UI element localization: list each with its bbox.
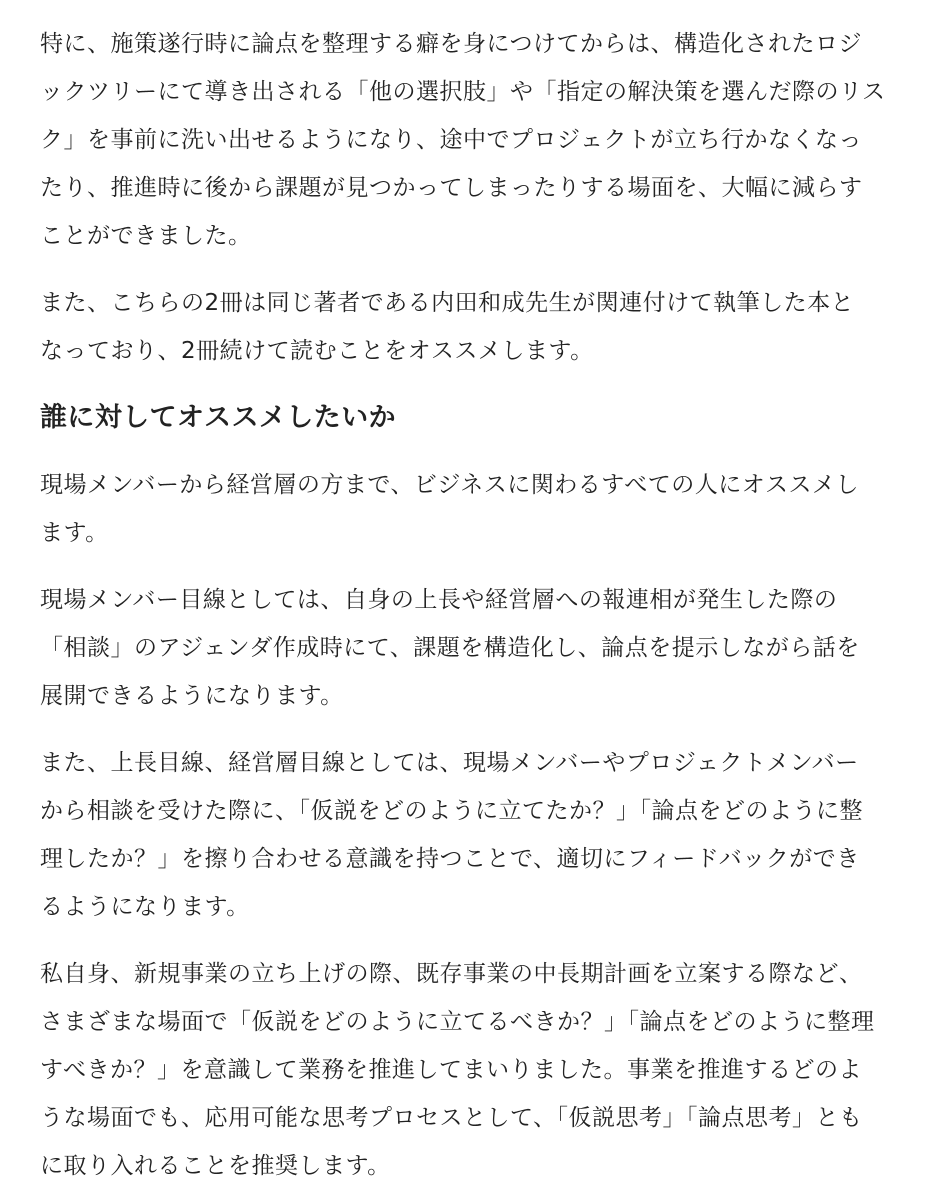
text-line: 理したか？」を擦り合わせる意識を持つことで、適切にフィードバックができ: [40, 846, 860, 872]
text-line: また、こちらの2冊は同じ著者である内田和成先生が関連付けて執筆した本と: [40, 290, 855, 316]
text-line: たり、推進時に後から課題が見つかってしまったりする場面を、大幅に減らす: [40, 175, 863, 201]
paragraph-manager-view: [40, 739, 885, 931]
text-line: すべきか？」を意識して業務を推進してまいりました。事業を推進するどのよ: [40, 1057, 863, 1083]
paragraph-audience: [40, 461, 885, 557]
paragraph-personal-experience: [40, 950, 885, 1190]
text-line: 「相談」のアジェンダ作成時にて、課題を構造化し、論点を提示しながら話を: [40, 635, 860, 661]
text-line: 展開できるようになります。: [40, 683, 344, 709]
text-line: うな場面でも、応用可能な思考プロセスとして、「仮説思考」「論点思考」とも: [40, 1105, 863, 1131]
text-line: 特に、施策遂行時に論点を整理する癖を身につけてからは、構造化されたロジ: [40, 31, 863, 57]
section-heading: 誰に対してオススメしたいか: [40, 402, 397, 433]
text-line: なっており、2冊続けて読むことをオススメします。: [40, 338, 594, 364]
text-line: ックツリーにて導き出される「他の選択肢」や「指定の解決策を選んだ際のリス: [40, 79, 886, 105]
text-line: に取り入れることを推奨します。: [40, 1153, 391, 1179]
paragraph-member-view: [40, 576, 885, 720]
text-line: 現場メンバーから経営層の方まで、ビジネスに関わるすべての人にオススメし: [40, 472, 860, 498]
text-line: から相談を受けた際に、「仮説をどのように立てたか？」「論点をどのように整: [40, 798, 863, 824]
paragraph-benefits: [40, 20, 885, 260]
text-line: ク」を事前に洗い出せるようになり、途中でプロジェクトが立ち行かなくなっ: [40, 127, 863, 153]
text-line: ます。: [40, 520, 109, 546]
text-line: さまざまな場面で「仮説をどのように立てるべきか？」「論点をどのように整理: [40, 1009, 875, 1035]
text-line: 現場メンバー目線としては、自身の上長や経営層への報連相が発生した際の: [40, 587, 838, 613]
paragraph-two-books: [40, 279, 885, 375]
text-line: 私自身、新規事業の立ち上げの際、既存事業の中長期計画を立案する際など、: [40, 961, 863, 987]
text-line: また、上長目線、経営層目線としては、現場メンバーやプロジェクトメンバー: [40, 750, 859, 776]
text-line: るようになります。: [40, 894, 250, 920]
text-line: ことができました。: [40, 223, 252, 249]
